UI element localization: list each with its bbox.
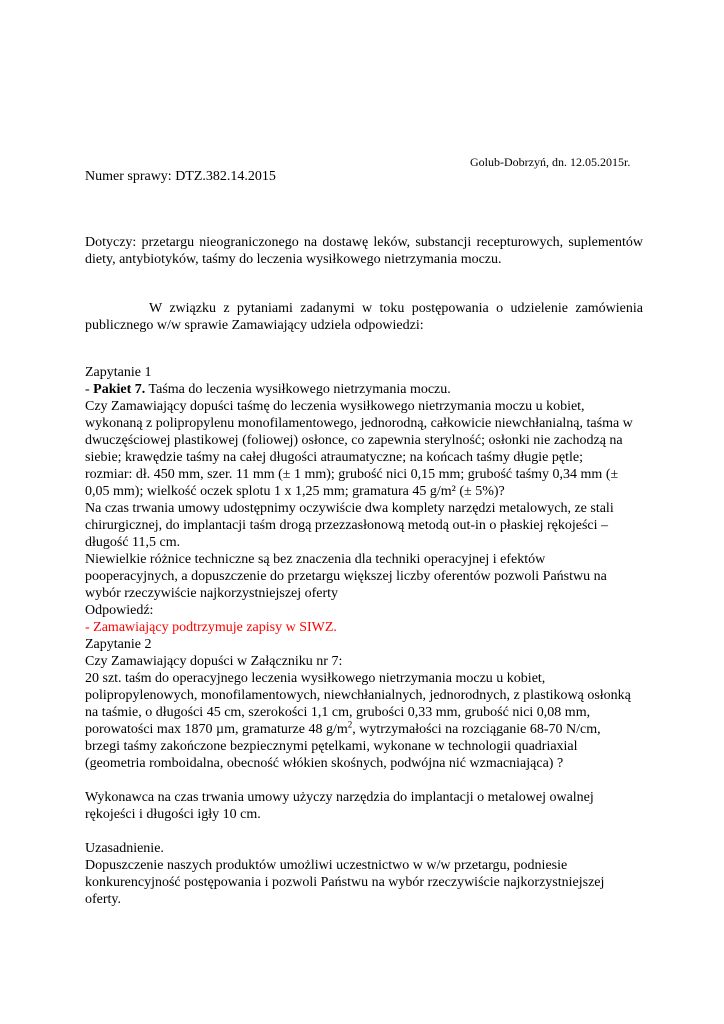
question-1-line: pooperacyjnych, a dopuszczenie do przetargu większej liczby oferentów pozwoli Państwu na <box>85 569 607 584</box>
question-2-line: na taśmie, o długości 45 cm, szerokości 1,1 cm, grubości 0,33 mm, grubość nici 0,08 mm, <box>85 705 591 720</box>
question-1-line: rozmiar: dł. 450 mm, szer. 11 mm (± 1 mm); grubość nici 0,15 mm; grubość taśmy 0,34 mm (± <box>85 467 619 482</box>
answer-text: - Zamawiający podtrzymuje zapisy w SIWZ. <box>85 620 337 635</box>
question-2-intro: Czy Zamawiający dopuści w Załączniku nr 7: <box>85 654 343 669</box>
question-1-line: chirurgicznej, do implantacji taśm drogą przezzasłonową metodą out-in o płaskiej rękojeści – <box>85 518 609 533</box>
package-prefix: - <box>85 382 94 397</box>
justification-heading: Uzasadnienie. <box>85 841 164 856</box>
question-1-line: wykonaną z polipropylenu monofilamentowego, jednorodną, całkowicie niewchłanialną, taśma w <box>85 416 633 431</box>
justification-line: Dopuszczenie naszych produktów umożliwi uczestnictwo w w/w przetargu, podniesie <box>85 858 568 873</box>
question-2-line: brzegi taśmy zakończone bezpiecznymi pętelkami, wykonane w technologii quadriaxial <box>85 739 578 754</box>
question-1-line: Niewielkie różnice techniczne są bez znaczenia dla techniki operacyjnej i efektów <box>85 552 546 567</box>
grammage-text: porowatości max 1870 µm, gramaturze 48 g/m <box>85 722 348 737</box>
question-1-line: dwuczęściowej plastikowej (foliowej) osłonce, co zapewnia sterylność; osłonki nie zachodzą na <box>85 433 623 448</box>
question-1-line: długość 11,5 cm. <box>85 535 181 550</box>
package-label: Pakiet 7. <box>93 382 146 397</box>
answer-label: Odpowiedź: <box>85 603 154 618</box>
justification-line: oferty. <box>85 892 122 907</box>
question-2-heading: Zapytanie 2 <box>85 637 152 652</box>
question-1-heading: Zapytanie 1 <box>85 365 152 380</box>
question-1-package <box>85 381 451 398</box>
justification-line: konkurencyjność postępowania i pozwoli Państwu na wybór rzeczywiście najkorzystniejszej <box>85 875 605 890</box>
grammage-superscript: 2 <box>347 719 353 730</box>
subject-line-1: Dotyczy: przetargu nieograniczonego na dostawę leków, substancji recepturowych, suplementów <box>85 235 643 250</box>
intro-line-2: publicznego w/w sprawie Zamawiający udziela odpowiedzi: <box>85 318 424 333</box>
question-1-line: siebie; krawędzie taśmy na całej długości atraumatyczne; na końcach taśmy długie pętle; <box>85 450 583 465</box>
place-and-date: Golub-Dobrzyń, dn. 12.05.2015r. <box>470 155 631 169</box>
question-2-line: (geometria romboidalna, obecność włókien skośnych, podwójna nić wzmacniająca) ? <box>85 756 564 771</box>
subject-line-2: diety, antybiotyków, taśmy do leczenia wysiłkowego nietrzymania moczu. <box>85 252 502 267</box>
question-1-line: 0,05 mm); wielkość oczek splotu 1 x 1,25 mm; gramatura 45 g/m² (± 5%)? <box>85 484 505 499</box>
question-2-grammage-line <box>85 721 601 738</box>
case-number: Numer sprawy: DTZ.382.14.2015 <box>85 169 276 184</box>
tool-line: Wykonawca na czas trwania umowy użyczy narzędzia do implantacji o metalowej owalnej <box>85 790 594 805</box>
package-title: Taśma do leczenia wysiłkowego nietrzymania moczu. <box>145 382 451 397</box>
question-1-line: wybór rzeczywiście najkorzystniejszej oferty <box>85 586 339 601</box>
question-1-line: Czy Zamawiający dopuści taśmę do leczenia wysiłkowego nietrzymania moczu u kobiet, <box>85 399 585 414</box>
intro-line-1: W związku z pytaniami zadanymi w toku postępowania o udzielenie zamówienia <box>149 301 643 316</box>
tool-line: rękojeści i długości igły 10 cm. <box>85 807 261 822</box>
question-2-line: polipropylenowych, monofilamentowych, niewchłanialnych, jednorodnych, z plastikową osłonką <box>85 688 631 703</box>
question-2-line: 20 szt. taśm do operacyjnego leczenia wysiłkowego nietrzymania moczu u kobiet, <box>85 671 546 686</box>
question-1-line: Na czas trwania umowy udostępnimy oczywiście dwa komplety narzędzi metalowych, ze stali <box>85 501 614 516</box>
strength-text: , wytrzymałości na rozciąganie 68-70 N/cm, <box>352 722 601 737</box>
